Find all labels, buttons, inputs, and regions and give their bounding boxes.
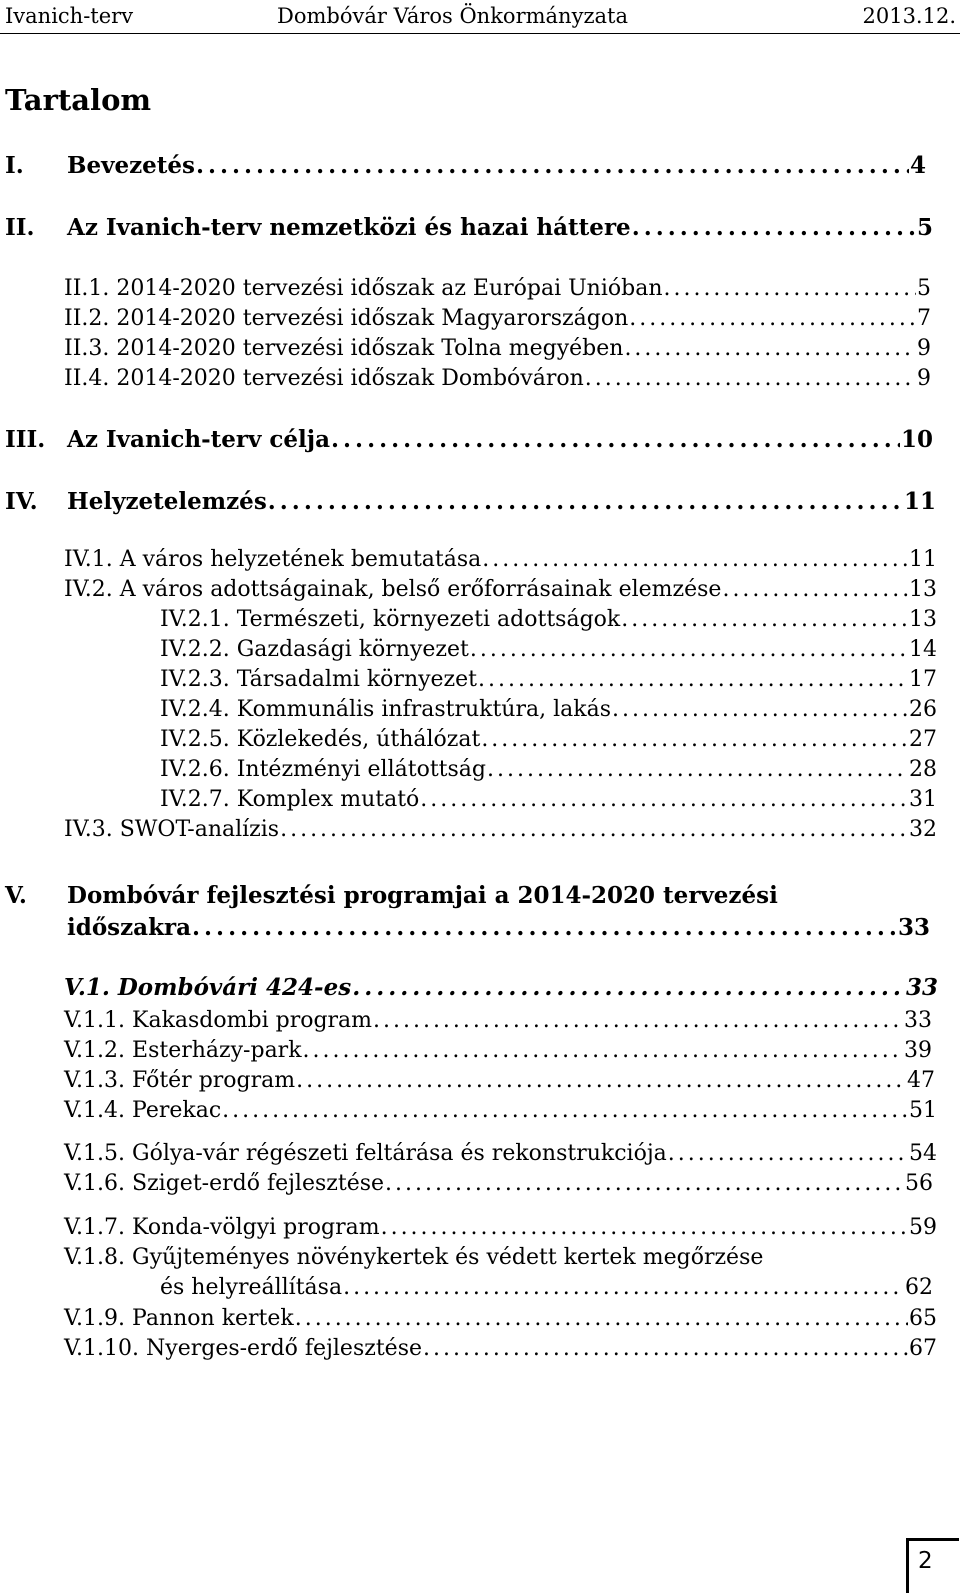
toc-entry-page: 14 [909, 637, 937, 662]
toc-entry-number: V.1.8. [64, 1245, 126, 1270]
toc-entry-label: V.1.10. Nyerges-erdő fejlesztése [64, 1336, 423, 1361]
toc-entry-label: V.1.3. Főtér program [64, 1068, 296, 1093]
toc-entry-page: 62 [905, 1275, 933, 1300]
toc-entry-number: II.3. [64, 336, 110, 361]
toc-entry-page: 47 [907, 1068, 935, 1093]
toc-entry-subsection-5-1-5[interactable] [64, 1139, 937, 1169]
toc-entry-subsection-5-1-6[interactable] [64, 1169, 933, 1199]
leader-dots [192, 913, 897, 943]
toc-entry-label: IV.2. A város adottságainak, belső erőforrásainak elemzése [64, 577, 722, 602]
toc-entry-subsection-5-1-8-continued[interactable] [160, 1273, 933, 1303]
leader-dots [722, 575, 908, 605]
toc-entry-number: II.1. [64, 276, 110, 301]
toc-entry-number: V.1.7. [64, 1215, 126, 1240]
toc-entry-label: Bevezetés [67, 152, 195, 179]
toc-entry-number: V. [5, 882, 27, 909]
toc-entry-chapter-1[interactable] [5, 151, 926, 181]
toc-entry-label: II.1. 2014-2020 tervezési időszak az Európai Unióban [64, 276, 663, 301]
toc-entry-label: Az Ivanich-terv célja [67, 426, 331, 453]
header-document-name: Ivanich-terv [5, 4, 134, 28]
leader-dots [668, 1139, 908, 1169]
toc-entry-number: IV.2.6. [160, 757, 230, 782]
toc-entry-page: 31 [909, 787, 937, 812]
toc-entry-number: V.1.5. [64, 1141, 126, 1166]
leader-dots [196, 151, 909, 181]
toc-title: Tartalom [5, 83, 152, 117]
toc-entry-page: 32 [909, 817, 937, 842]
toc-entry-page: 26 [909, 697, 937, 722]
leader-dots [303, 1036, 903, 1066]
toc-entry-number: V.1. [64, 974, 110, 1001]
toc-entry-page: 9 [917, 366, 931, 391]
toc-entry-number: V.1.4. [64, 1098, 126, 1123]
toc-entry-section-2-4[interactable] [64, 364, 931, 394]
toc-entry-page: 13 [909, 607, 937, 632]
toc-entry-number: I. [5, 152, 24, 179]
toc-entry-label: V.1. Dombóvári 424-es [64, 974, 352, 1001]
header-organization: Dombóvár Város Önkormányzata [277, 4, 628, 28]
leader-dots [482, 545, 908, 575]
toc-entry-page: 33 [897, 914, 930, 941]
toc-entry-number: V.1.3. [64, 1068, 126, 1093]
toc-entry-chapter-3[interactable] [5, 425, 933, 455]
leader-dots [612, 695, 908, 725]
toc-entry-label: IV.2.3. Társadalmi környezet [160, 667, 478, 692]
toc-entry-page: 59 [909, 1215, 937, 1240]
page-number: 2 [918, 1548, 933, 1574]
toc-entry-number: IV.2.5. [160, 727, 230, 752]
toc-entry-subsection-4-2-3[interactable] [160, 665, 937, 695]
toc-entry-subsection-5-1-1[interactable] [64, 1006, 932, 1036]
toc-entry-chapter-4[interactable] [5, 487, 936, 517]
leader-dots [481, 725, 908, 755]
toc-entry-page: 65 [909, 1306, 937, 1331]
toc-entry-page: 54 [909, 1141, 937, 1166]
toc-entry-label: V.1.5. Gólya-vár régészeti feltárása és rekonstrukciója [64, 1141, 667, 1166]
toc-entry-label-line1: Dombóvár fejlesztési programjai a 2014-2020 tervezési [67, 882, 778, 909]
toc-entry-label: II.2. 2014-2020 tervezési időszak Magyarországon [64, 306, 629, 331]
leader-dots [331, 425, 900, 455]
toc-entry-label: II.4. 2014-2020 tervezési időszak Dombóváron [64, 366, 584, 391]
toc-entry-number: II.4. [64, 366, 110, 391]
leader-dots [478, 665, 908, 695]
leader-dots [487, 755, 908, 785]
toc-entry-label: V.1.7. Konda-völgyi program [64, 1215, 380, 1240]
toc-entry-page: 33 [905, 974, 938, 1001]
toc-entry-chapter-2[interactable] [5, 213, 933, 243]
toc-entry-page: 33 [904, 1008, 932, 1033]
toc-entry-page: 7 [917, 306, 931, 331]
toc-entry-label: V.1.6. Sziget-erdő fejlesztése [64, 1171, 385, 1196]
toc-entry-label: V.1.2. Esterházy-park [64, 1038, 302, 1063]
toc-entry-label: II.3. 2014-2020 tervezési időszak Tolna megyében [64, 336, 624, 361]
toc-entry-number: IV.2. [64, 577, 113, 602]
toc-entry-subsection-5-1-8[interactable] [64, 1243, 763, 1273]
toc-entry-section-2-1[interactable] [64, 274, 931, 304]
toc-entry-label: V.1.1. Kakasdombi program [64, 1008, 373, 1033]
leader-dots [222, 1096, 908, 1126]
leader-dots [268, 487, 903, 517]
leader-dots [296, 1066, 906, 1096]
toc-entry-label: Helyzetelemzés [67, 488, 267, 515]
toc-entry-label: IV.1. A város helyzetének bemutatása [64, 547, 482, 572]
toc-entry-page: 13 [909, 577, 937, 602]
leader-dots [385, 1169, 904, 1199]
toc-entry-page: 5 [916, 214, 933, 241]
leader-dots [664, 274, 917, 304]
toc-entry-page: 67 [909, 1336, 937, 1361]
toc-entry-page: 27 [909, 727, 937, 752]
toc-entry-label: IV.2.1. Természeti, környezeti adottságok [160, 607, 621, 632]
toc-entry-chapter-5-continued[interactable] [67, 913, 930, 943]
toc-entry-number: IV.2.3. [160, 667, 230, 692]
toc-entry-page: 28 [909, 757, 937, 782]
toc-entry-subsection-5-1-3[interactable] [64, 1066, 935, 1096]
toc-entry-page: 56 [905, 1171, 933, 1196]
toc-entry-number: III. [5, 426, 46, 453]
toc-entry-subsection-4-2-1[interactable] [160, 605, 937, 635]
toc-entry-number: V.1.9. [64, 1306, 126, 1331]
toc-entry-number: IV.2.7. [160, 787, 230, 812]
toc-entry-page: 39 [904, 1038, 932, 1063]
toc-entry-number: IV. [5, 488, 38, 515]
toc-entry-page: 11 [909, 547, 937, 572]
leader-dots [423, 1334, 908, 1364]
toc-entry-label-line1: Gyűjteményes növénykertek és védett kertek megőrzése [132, 1245, 764, 1270]
leader-dots [420, 785, 908, 815]
toc-entry-section-2-3[interactable] [64, 334, 931, 364]
toc-entry-label: és helyreállítása [160, 1275, 343, 1300]
toc-entry-page: 11 [903, 488, 936, 515]
leader-dots [624, 334, 916, 364]
toc-entry-subsection-4-2-6[interactable] [160, 755, 937, 785]
toc-entry-label: IV.2.5. Közlekedés, úthálózat [160, 727, 481, 752]
toc-entry-number: V.1.1. [64, 1008, 126, 1033]
leader-dots [343, 1273, 904, 1303]
toc-entry-number: V.1.6. [64, 1171, 126, 1196]
toc-entry-subsection-4-2-2[interactable] [160, 635, 937, 665]
toc-entry-label: Az Ivanich-terv nemzetközi és hazai háttere [67, 214, 631, 241]
leader-dots [629, 304, 916, 334]
header-date: 2013.12. [862, 4, 956, 28]
toc-entry-number: IV.1. [64, 547, 113, 572]
toc-entry-subsection-4-2-4[interactable] [160, 695, 937, 725]
toc-entry-label: IV.2.7. Komplex mutató [160, 787, 420, 812]
toc-entry-label: V.1.4. Perekac [64, 1098, 222, 1123]
leader-dots [585, 364, 916, 394]
toc-entry-number: V.1.10. [64, 1336, 140, 1361]
toc-entry-subsection-5-1-4[interactable] [64, 1096, 937, 1126]
toc-entry-page: 10 [900, 426, 933, 453]
toc-entry-label: időszakra [67, 914, 192, 941]
toc-entry-number: IV.2.4. [160, 697, 230, 722]
toc-entry-label: IV.3. SWOT-analízis [64, 817, 280, 842]
toc-entry-page: 5 [917, 276, 931, 301]
toc-entry-section-4-1[interactable] [64, 545, 937, 575]
toc-entry-number: IV.2.1. [160, 607, 230, 632]
toc-entry-subsection-5-1-9[interactable] [64, 1304, 937, 1334]
leader-dots [621, 605, 908, 635]
toc-entry-number: IV.3. [64, 817, 113, 842]
toc-entry-number: IV.2.2. [160, 637, 230, 662]
toc-entry-number: V.1.2. [64, 1038, 126, 1063]
toc-entry-page: 17 [909, 667, 937, 692]
toc-entry-page: 4 [909, 152, 926, 179]
leader-dots [632, 213, 916, 243]
leader-dots [470, 635, 908, 665]
toc-entry-label: IV.2.4. Kommunális infrastruktúra, lakás [160, 697, 611, 722]
leader-dots [373, 1006, 903, 1036]
toc-entry-page: 9 [917, 336, 931, 361]
toc-entry-subsection-5-1-7[interactable] [64, 1213, 937, 1243]
page-header [0, 0, 960, 34]
toc-entry-subsection-5-1-10[interactable] [64, 1334, 937, 1364]
toc-entry-label: V.1.9. Pannon kertek [64, 1306, 294, 1331]
toc-entry-label: IV.2.2. Gazdasági környezet [160, 637, 469, 662]
toc-entry-label: IV.2.6. Intézményi ellátottság [160, 757, 487, 782]
toc-entry-number: II.2. [64, 306, 110, 331]
leader-dots [352, 973, 905, 1003]
toc-entry-section-4-2[interactable] [64, 575, 937, 605]
toc-entry-subsection-5-1-2[interactable] [64, 1036, 932, 1066]
toc-entry-page: 51 [909, 1098, 937, 1123]
toc-entry-number: II. [5, 214, 35, 241]
leader-dots [381, 1213, 908, 1243]
toc-entry-section-5-1[interactable] [64, 973, 938, 1003]
toc-entry-subsection-4-2-5[interactable] [160, 725, 937, 755]
toc-entry-section-4-3[interactable] [64, 815, 937, 845]
toc-entry-subsection-4-2-7[interactable] [160, 785, 937, 815]
toc-entry-section-2-2[interactable] [64, 304, 931, 334]
leader-dots [295, 1304, 908, 1334]
leader-dots [280, 815, 908, 845]
